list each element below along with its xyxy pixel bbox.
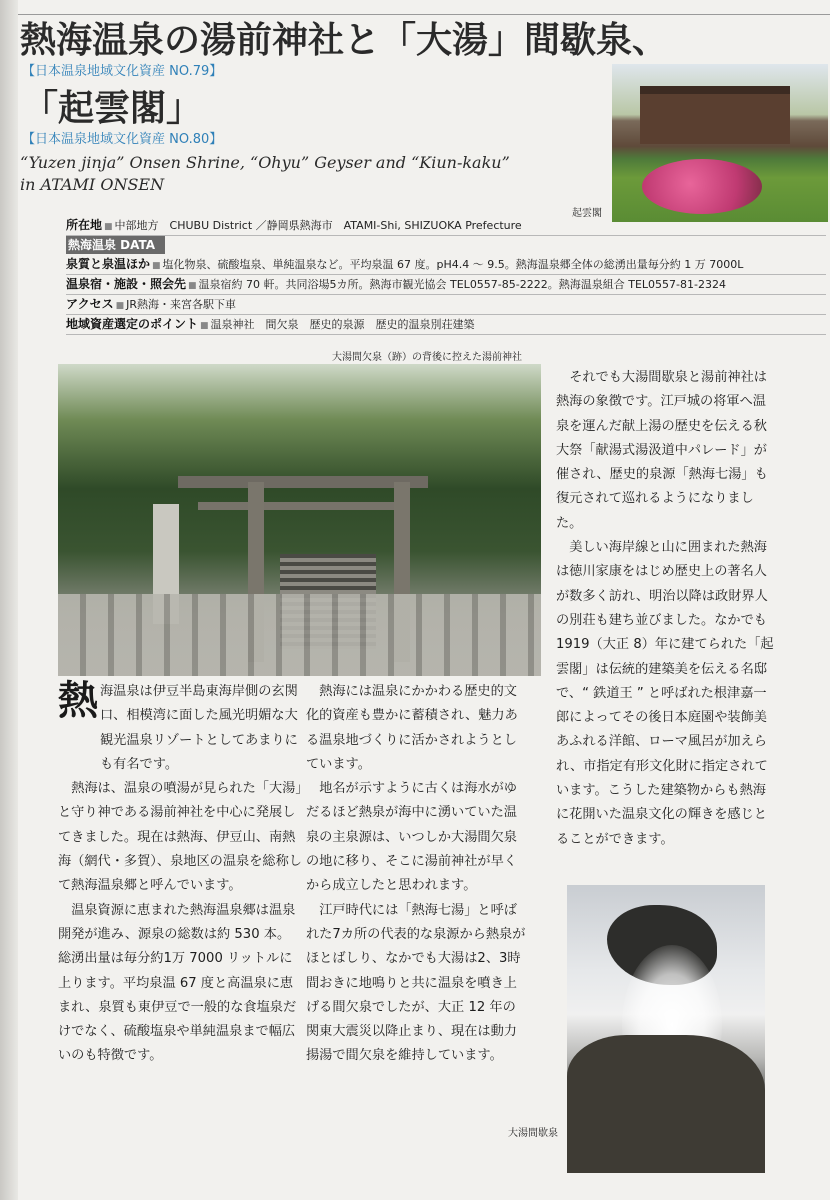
inn-value: 温泉宿約 70 軒。共同浴場5カ所。熱海市観光協会 TEL0557-85-2222。熱海温泉組合 TEL0557-81-2324	[198, 278, 726, 291]
paragraph: 江戸時代には「熱海七湯」と呼ばれた7カ所の代表的な泉源から熱泉がほとばしり、なかでも大湯は2、3時間おきに地鳴りと共に温泉を噴き上げる間欠泉でしたが、大正 12 年の関東大震災以降止まり、現在は動力揚湯で間欠泉を維持しています。	[306, 902, 526, 1064]
data-table	[66, 216, 826, 335]
access-row	[66, 295, 826, 315]
bullet-square-icon: ■	[115, 301, 125, 311]
yuzen-shrine-caption: 大湯間欠泉（跡）の背後に控えた湯前神社	[332, 352, 522, 363]
bullet-square-icon: ■	[104, 222, 113, 232]
body-column-2	[306, 680, 528, 1069]
location-label: 所在地	[66, 218, 103, 232]
access-label: アクセス	[66, 297, 114, 311]
paragraph: 地名が示すように古くは海水がゆだるほど熱泉が海中に湧いていた温泉の主泉源は、いつしか大湯間欠泉の地に移り、そこに湯前神社が早くから成立したと思われます。	[306, 781, 517, 894]
quality-value: 塩化物泉、硫酸塩泉、単純温泉など。平均泉温 67 度。pH4.4 ～ 9.5。熱海温泉郷全体の総湧出量毎分約 1 万 7000L	[162, 258, 744, 271]
heritage-number-80: 【日本温泉地域文化資産 NO.80】	[22, 132, 223, 147]
data-header: 熱海温泉 DATA	[66, 236, 165, 254]
point-label: 地域資産選定のポイント	[66, 317, 199, 331]
bullet-square-icon: ■	[152, 261, 161, 271]
torii-crossbeam	[198, 502, 408, 510]
inn-label: 温泉宿・施設・照会先	[66, 277, 187, 291]
english-title	[20, 152, 510, 196]
paragraph: 温泉資源に恵まれた熱海温泉郷は温泉開発が進み、源泉の総数は約 530 本。総湧出量は毎分約1万 7000 リットルに上ります。平均泉温 67 度と高温泉に恵まれ、泉質も東伊豆で一般的な食塩泉だけでなく、硫酸塩泉や単純温泉まで幅広いのも特徴です。	[58, 902, 297, 1064]
bullet-square-icon: ■	[200, 321, 209, 331]
yuzen-shrine-photo	[58, 364, 541, 676]
point-row	[66, 315, 826, 335]
kiunkaku-building	[640, 86, 790, 144]
location-value: 中部地方 CHUBU District ／静岡県熱海市 ATAMI-Shi, SHIZUOKA Prefecture	[114, 219, 522, 232]
oyu-geyser-caption: 大湯間歇泉	[508, 1128, 558, 1139]
location-row	[66, 216, 826, 236]
paragraph: 熱海は、温泉の噴湯が見られた「大湯」と守り神である湯前神社を中心に発展してきました。現在は熱海、伊豆山、南熱海（網代・多賀）、泉地区の温泉を総称して熱海温泉郷と呼んでいます。	[58, 781, 302, 894]
inn-row	[66, 275, 826, 295]
page-edge-shadow	[0, 0, 18, 1200]
heritage-number-79: 【日本温泉地域文化資産 NO.79】	[22, 64, 223, 79]
drop-cap: 熱	[58, 677, 98, 724]
english-title-line2: in ATAMI ONSEN	[20, 175, 165, 194]
page-title-kiunkaku: 「起雲閣」	[22, 87, 203, 129]
data-header-row	[66, 236, 826, 255]
azalea-bush	[642, 159, 762, 214]
body-column-3	[556, 366, 774, 852]
paragraph: それでも大湯間歇泉と湯前神社は熱海の象徴です。江戸城の将軍へ温泉を運んだ献上湯の歴史を伝える秋大祭「献湯式湯汲道中パレード」が催され、歴史的泉源「熱海七湯」も復元されて巡れるようになりました。	[556, 370, 768, 531]
page-title: 熱海温泉の湯前神社と「大湯」間歇泉、	[20, 19, 669, 61]
rock-base	[567, 1035, 765, 1173]
point-value: 温泉神社 間欠泉 歴史的泉源 歴史的温泉別荘建築	[210, 318, 475, 331]
access-value: JR熱海・来宮各駅下車	[126, 298, 237, 311]
paragraph: 美しい海岸線と山に囲まれた熱海は徳川家康をはじめ歴史上の著名人が数多く訪れ、明治以降は政財界人の別荘も建ち並びました。なかでも 1919（大正 8）年に建てられた「起雲閣」は伝統的建築美を伝える名邸で、“ 鉄道王 ” と呼ばれた根津嘉一郎によってその後日本庭園や装飾美あふれる洋館、ローマ風呂が加えられ、市指定有形文化財に指定されています。こうした建築物からも熱海に花開いた温泉文化の輝きを感じとることができます。	[556, 540, 774, 847]
paragraph: 海温泉は伊豆半島東海岸側の玄関口、相模湾に面した風光明媚な大観光温泉リゾートとしてあまりにも有名です。	[100, 684, 298, 772]
quality-label: 泉質と泉温ほか	[66, 257, 151, 271]
english-title-line1: “Yuzen jinja” Onsen Shrine, “Ohyu” Geyser and “Kiun-kaku”	[20, 153, 510, 172]
torii-lintel	[178, 476, 428, 488]
kiunkaku-photo	[612, 64, 828, 222]
paragraph: 熱海には温泉にかかわる歴史的文化的資産も豊かに蓄積され、魅力ある温泉地づくりに活かされようとしています。	[306, 684, 518, 772]
oyu-geyser-photo	[567, 885, 765, 1173]
stone-fence	[58, 594, 541, 676]
kiunkaku-caption: 起雲閣	[572, 208, 602, 219]
body-column-1	[58, 677, 303, 1069]
bullet-square-icon: ■	[188, 281, 197, 291]
quality-row	[66, 255, 826, 275]
